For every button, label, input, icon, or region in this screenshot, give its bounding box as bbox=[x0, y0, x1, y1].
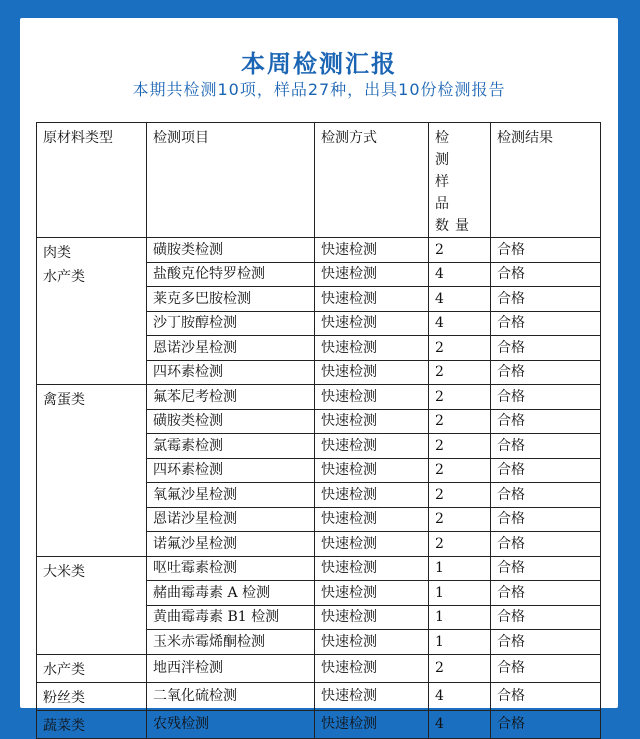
test-item-cell: 盐酸克伦特罗检测 bbox=[147, 262, 315, 287]
test-method-cell: 快速检测 bbox=[315, 605, 429, 630]
table-body bbox=[37, 238, 601, 739]
test-method-cell: 快速检测 bbox=[315, 238, 429, 263]
test-method-cell: 快速检测 bbox=[315, 262, 429, 287]
result-cell: 合格 bbox=[491, 710, 601, 738]
header-material-type: 原材料类型 bbox=[37, 123, 147, 238]
result-cell: 合格 bbox=[491, 336, 601, 361]
result-cell: 合格 bbox=[491, 262, 601, 287]
table-row bbox=[37, 682, 601, 710]
sample-count-cell: 2 bbox=[429, 458, 491, 483]
table-header-row bbox=[37, 123, 601, 238]
test-item-cell: 氯霉素检测 bbox=[147, 434, 315, 459]
test-item-cell: 磺胺类检测 bbox=[147, 409, 315, 434]
result-cell: 合格 bbox=[491, 238, 601, 263]
result-cell: 合格 bbox=[491, 287, 601, 312]
sample-count-cell: 2 bbox=[429, 238, 491, 263]
result-cell: 合格 bbox=[491, 311, 601, 336]
header-result: 检测结果 bbox=[491, 123, 601, 238]
test-item-cell: 氧氟沙星检测 bbox=[147, 483, 315, 508]
sample-count-cell: 4 bbox=[429, 262, 491, 287]
test-method-cell: 快速检测 bbox=[315, 483, 429, 508]
material-type-cell: 禽蛋类 bbox=[37, 385, 147, 557]
result-cell: 合格 bbox=[491, 507, 601, 532]
result-cell: 合格 bbox=[491, 605, 601, 630]
result-cell: 合格 bbox=[491, 581, 601, 606]
material-type-cell: 大米类 bbox=[37, 556, 147, 654]
test-method-cell: 快速检测 bbox=[315, 532, 429, 557]
table-row bbox=[37, 556, 601, 581]
test-method-cell: 快速检测 bbox=[315, 630, 429, 655]
material-type-cell: 粉丝类 bbox=[37, 682, 147, 710]
test-item-cell: 黄曲霉毒素 B1 检测 bbox=[147, 605, 315, 630]
material-type-cell: 水产类 bbox=[37, 654, 147, 682]
table-row bbox=[37, 385, 601, 410]
test-item-cell: 农残检测 bbox=[147, 710, 315, 738]
sample-count-cell: 2 bbox=[429, 360, 491, 385]
sample-count-cell: 2 bbox=[429, 483, 491, 508]
inspection-table bbox=[36, 122, 601, 739]
sample-count-cell: 4 bbox=[429, 710, 491, 738]
test-method-cell: 快速检测 bbox=[315, 682, 429, 710]
result-cell: 合格 bbox=[491, 556, 601, 581]
test-method-cell: 快速检测 bbox=[315, 287, 429, 312]
result-cell: 合格 bbox=[491, 654, 601, 682]
test-method-cell: 快速检测 bbox=[315, 336, 429, 361]
result-cell: 合格 bbox=[491, 409, 601, 434]
report-sheet bbox=[20, 18, 618, 734]
sample-count-cell: 1 bbox=[429, 605, 491, 630]
material-type-cell: 肉类 水产类 bbox=[37, 238, 147, 385]
test-method-cell: 快速检测 bbox=[315, 360, 429, 385]
sample-count-cell: 4 bbox=[429, 287, 491, 312]
sample-count-cell: 1 bbox=[429, 556, 491, 581]
test-method-cell: 快速检测 bbox=[315, 710, 429, 738]
test-item-cell: 莱克多巴胺检测 bbox=[147, 287, 315, 312]
test-item-cell: 恩诺沙星检测 bbox=[147, 507, 315, 532]
page-subtitle: 本期共检测10项，样品27种，出具10份检测报告 bbox=[132, 80, 506, 99]
test-item-cell: 呕吐霉素检测 bbox=[147, 556, 315, 581]
table-row bbox=[37, 238, 601, 263]
result-cell: 合格 bbox=[491, 385, 601, 410]
test-item-cell: 沙丁胺醇检测 bbox=[147, 311, 315, 336]
result-cell: 合格 bbox=[491, 532, 601, 557]
test-method-cell: 快速检测 bbox=[315, 556, 429, 581]
test-method-cell: 快速检测 bbox=[315, 434, 429, 459]
table-row bbox=[37, 654, 601, 682]
page-title: 本周检测汇报 bbox=[241, 50, 397, 78]
sample-count-cell: 2 bbox=[429, 654, 491, 682]
test-item-cell: 四环素检测 bbox=[147, 360, 315, 385]
sample-count-cell: 2 bbox=[429, 507, 491, 532]
test-item-cell: 恩诺沙星检测 bbox=[147, 336, 315, 361]
test-item-cell: 氟苯尼考检测 bbox=[147, 385, 315, 410]
test-method-cell: 快速检测 bbox=[315, 311, 429, 336]
test-method-cell: 快速检测 bbox=[315, 581, 429, 606]
test-item-cell: 磺胺类检测 bbox=[147, 238, 315, 263]
result-cell: 合格 bbox=[491, 682, 601, 710]
sample-count-cell: 4 bbox=[429, 682, 491, 710]
test-method-cell: 快速检测 bbox=[315, 385, 429, 410]
result-cell: 合格 bbox=[491, 360, 601, 385]
sample-count-cell: 2 bbox=[429, 385, 491, 410]
sample-count-cell: 4 bbox=[429, 311, 491, 336]
test-method-cell: 快速检测 bbox=[315, 409, 429, 434]
test-item-cell: 二氧化硫检测 bbox=[147, 682, 315, 710]
sample-count-cell: 2 bbox=[429, 434, 491, 459]
test-item-cell: 四环素检测 bbox=[147, 458, 315, 483]
sample-count-cell: 1 bbox=[429, 630, 491, 655]
test-method-cell: 快速检测 bbox=[315, 458, 429, 483]
header-test-item: 检测项目 bbox=[147, 123, 315, 238]
sample-count-cell: 2 bbox=[429, 336, 491, 361]
sample-count-cell: 2 bbox=[429, 532, 491, 557]
result-cell: 合格 bbox=[491, 483, 601, 508]
table-row bbox=[37, 710, 601, 738]
header-sample-count: 检 测 样 品 数量 bbox=[429, 123, 491, 238]
result-cell: 合格 bbox=[491, 434, 601, 459]
test-item-cell: 赭曲霉毒素 A 检测 bbox=[147, 581, 315, 606]
material-type-cell: 蔬菜类 bbox=[37, 710, 147, 738]
result-cell: 合格 bbox=[491, 630, 601, 655]
header-test-method: 检测方式 bbox=[315, 123, 429, 238]
test-item-cell: 玉米赤霉烯酮检测 bbox=[147, 630, 315, 655]
sample-count-cell: 1 bbox=[429, 581, 491, 606]
test-item-cell: 地西泮检测 bbox=[147, 654, 315, 682]
test-item-cell: 诺氟沙星检测 bbox=[147, 532, 315, 557]
test-method-cell: 快速检测 bbox=[315, 654, 429, 682]
result-cell: 合格 bbox=[491, 458, 601, 483]
sample-count-cell: 2 bbox=[429, 409, 491, 434]
test-method-cell: 快速检测 bbox=[315, 507, 429, 532]
